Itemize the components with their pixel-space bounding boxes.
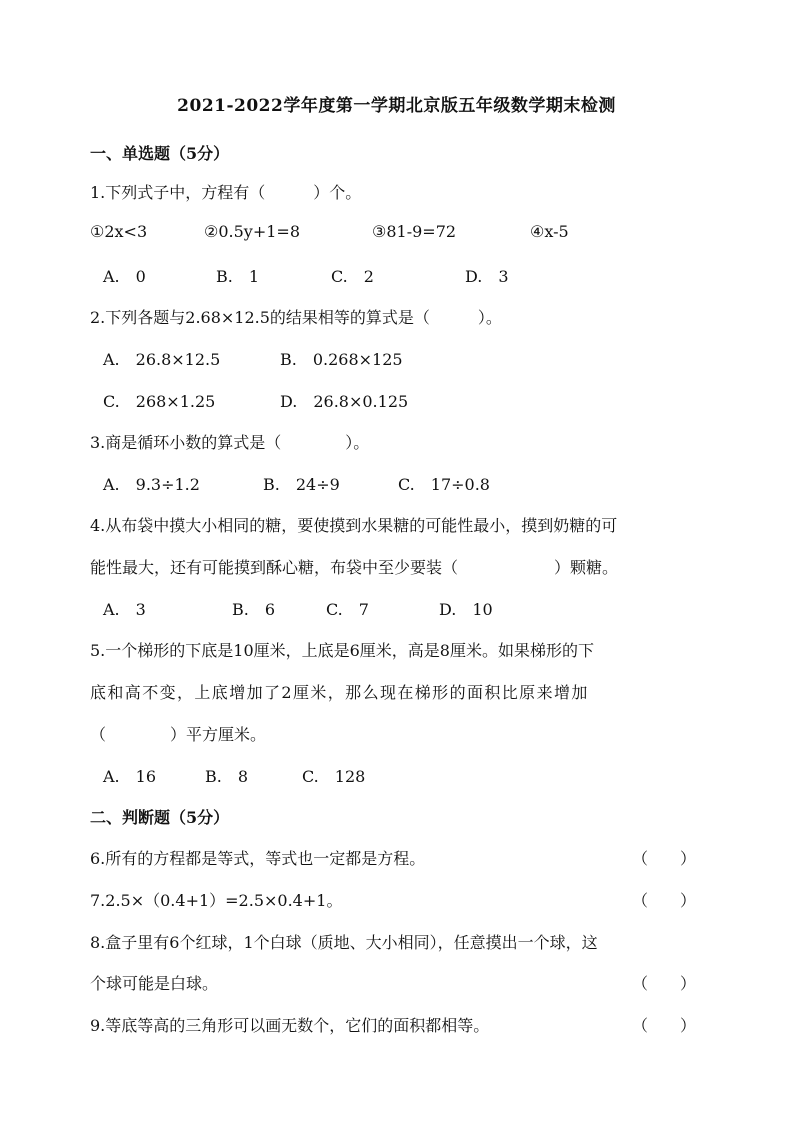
question-4-option-a[interactable]: A. 3 (103, 600, 146, 619)
question-2-option-a[interactable]: A. 26.8×12.5 (103, 350, 221, 369)
question-5-option-b[interactable]: B. 8 (205, 767, 249, 786)
question-2-option-c[interactable]: C. 268×1.25 (103, 392, 216, 411)
question-9-stem: 9.等底等高的三角形可以画无数个，它们的面积都相等。 (90, 1016, 490, 1035)
section-heading-true-false: 二、判断题（5分） (90, 808, 230, 827)
question-4-option-c[interactable]: C. 7 (326, 600, 369, 619)
question-1-stem: 1.下列式子中，方程有（ ）个。 (90, 183, 362, 202)
question-4-option-d[interactable]: D. 10 (439, 600, 493, 619)
question-8-stem-line-2: 个球可能是白球。 (90, 974, 219, 993)
question-1-item: ④x-5 (530, 222, 569, 241)
question-5-option-c[interactable]: C. 128 (302, 767, 366, 786)
question-3-option-a[interactable]: A. 9.3÷1.2 (103, 475, 200, 494)
question-1-option-a[interactable]: A. 0 (103, 267, 146, 286)
question-6-stem: 6.所有的方程都是等式，等式也一定都是方程。 (90, 849, 426, 868)
question-2-stem: 2.下列各题与2.68×12.5的结果相等的算式是（ ）。 (90, 308, 502, 327)
question-5-option-a[interactable]: A. 16 (103, 767, 157, 786)
page-title: 2021-2022学年度第一学期北京版五年级数学期末检测 (177, 96, 616, 116)
question-1-item: ①2x<3 (90, 222, 148, 241)
question-3-option-c[interactable]: C. 17÷0.8 (398, 475, 490, 494)
question-4-option-b[interactable]: B. 6 (232, 600, 276, 619)
question-9-answer-blank[interactable]: （ ） (632, 1016, 697, 1035)
question-2-option-b[interactable]: B. 0.268×125 (280, 350, 403, 369)
question-4-stem-line-2: 能性最大，还有可能摸到酥心糖，布袋中至少要装（ ）颗糖。 (90, 558, 619, 577)
question-7-stem: 7.2.5×（0.4+1）=2.5×0.4+1。 (90, 891, 343, 910)
question-1-option-b[interactable]: B. 1 (216, 267, 260, 286)
question-7-answer-blank[interactable]: （ ） (632, 891, 697, 910)
question-1-item: ③81-9=72 (372, 222, 457, 241)
question-5-stem-line-3: （ ）平方厘米。 (90, 725, 267, 744)
question-8-answer-blank[interactable]: （ ） (632, 974, 697, 993)
question-3-option-b[interactable]: B. 24÷9 (263, 475, 340, 494)
question-1-option-d[interactable]: D. 3 (465, 267, 509, 286)
question-5-stem-line-2: 底和高不变，上底增加了2厘米，那么现在梯形的面积比原来增加 (90, 683, 589, 702)
question-5-stem-line-1: 5.一个梯形的下底是10厘米，上底是6厘米，高是8厘米。如果梯形的下 (90, 641, 594, 660)
question-6-answer-blank[interactable]: （ ） (632, 849, 697, 868)
section-heading-single-choice: 一、单选题（5分） (90, 144, 230, 163)
question-3-stem: 3.商是循环小数的算式是（ ）。 (90, 433, 370, 452)
question-8-stem-line-1: 8.盒子里有6个红球，1个白球（质地、大小相同），任意摸出一个球，这 (90, 933, 598, 952)
question-1-option-c[interactable]: C. 2 (331, 267, 374, 286)
question-1-item: ②0.5y+1=8 (204, 222, 300, 241)
question-2-option-d[interactable]: D. 26.8×0.125 (280, 392, 409, 411)
question-4-stem-line-1: 4.从布袋中摸大小相同的糖，要使摸到水果糖的可能性最小，摸到奶糖的可 (90, 516, 618, 535)
